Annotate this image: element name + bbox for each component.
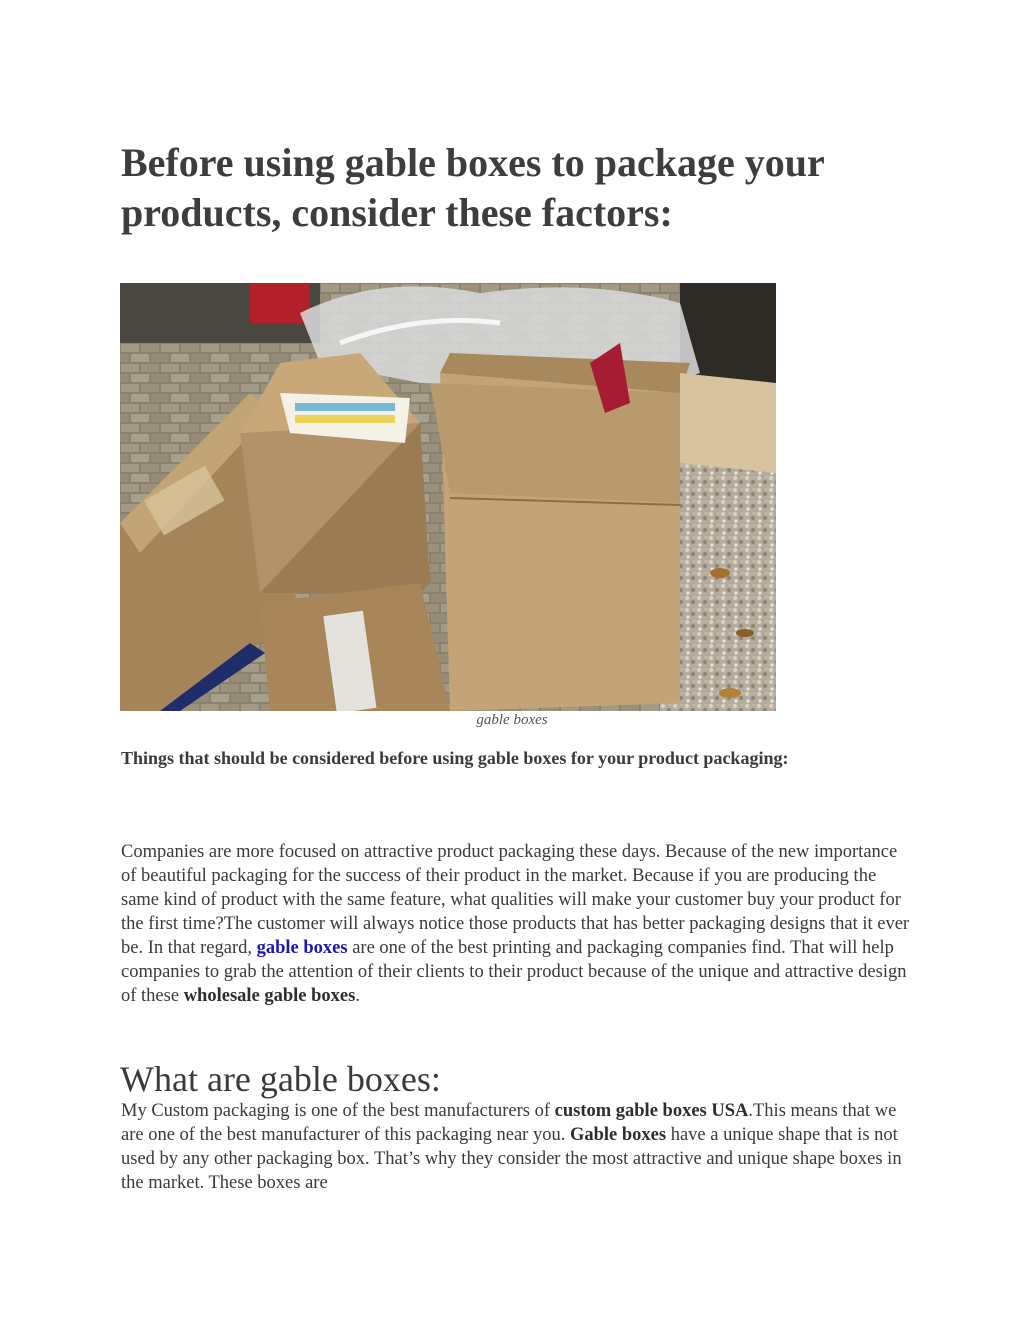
- section-text-a: My Custom packaging is one of the best manufacturers of: [121, 1101, 555, 1121]
- section-paragraph: [121, 1099, 911, 1195]
- gable-boxes-bold-text: Gable boxes: [569, 1125, 667, 1145]
- section-subheading: Things that should be considered before using gable boxes for your product packaging:: [121, 748, 789, 768]
- cardboard-boxes-photo: [120, 283, 776, 711]
- intro-text-b: are one of the best printing and packaging companies find. That will help companies to grab the attention of their clients to their product because of the unique and attractive design of these: [121, 938, 907, 1006]
- section-heading: What are gable boxes:: [120, 1059, 441, 1099]
- section-text-c: have a unique shape that is not used by any other packaging box. That’s why they consider the most attractive and unique shape boxes in the market. These boxes are: [121, 1125, 902, 1193]
- gable-boxes-link[interactable]: gable boxes: [256, 938, 348, 958]
- intro-text-a: Companies are more focused on attractive product packaging these days. Because of the new importance of beautiful packaging for the success of their product in the market. Because if you are producing the same kind of product with the same feature, what qualities will make your customer buy your product for the first time?The customer will always notice those products that has better packaging designs that it ever be. In that regard,: [121, 842, 910, 958]
- section-text-b: .This means that we are one of the best manufacturer of this packaging near you.: [121, 1101, 897, 1145]
- custom-gable-boxes-usa-text: custom gable boxes USA: [554, 1101, 749, 1121]
- page-title: Before using gable boxes to package your products, consider these factors:: [121, 140, 824, 235]
- wholesale-gable-boxes-text: wholesale gable boxes: [183, 986, 356, 1006]
- intro-text-c: .: [355, 986, 360, 1006]
- figure-caption: gable boxes: [476, 712, 548, 728]
- intro-paragraph: [121, 840, 911, 1008]
